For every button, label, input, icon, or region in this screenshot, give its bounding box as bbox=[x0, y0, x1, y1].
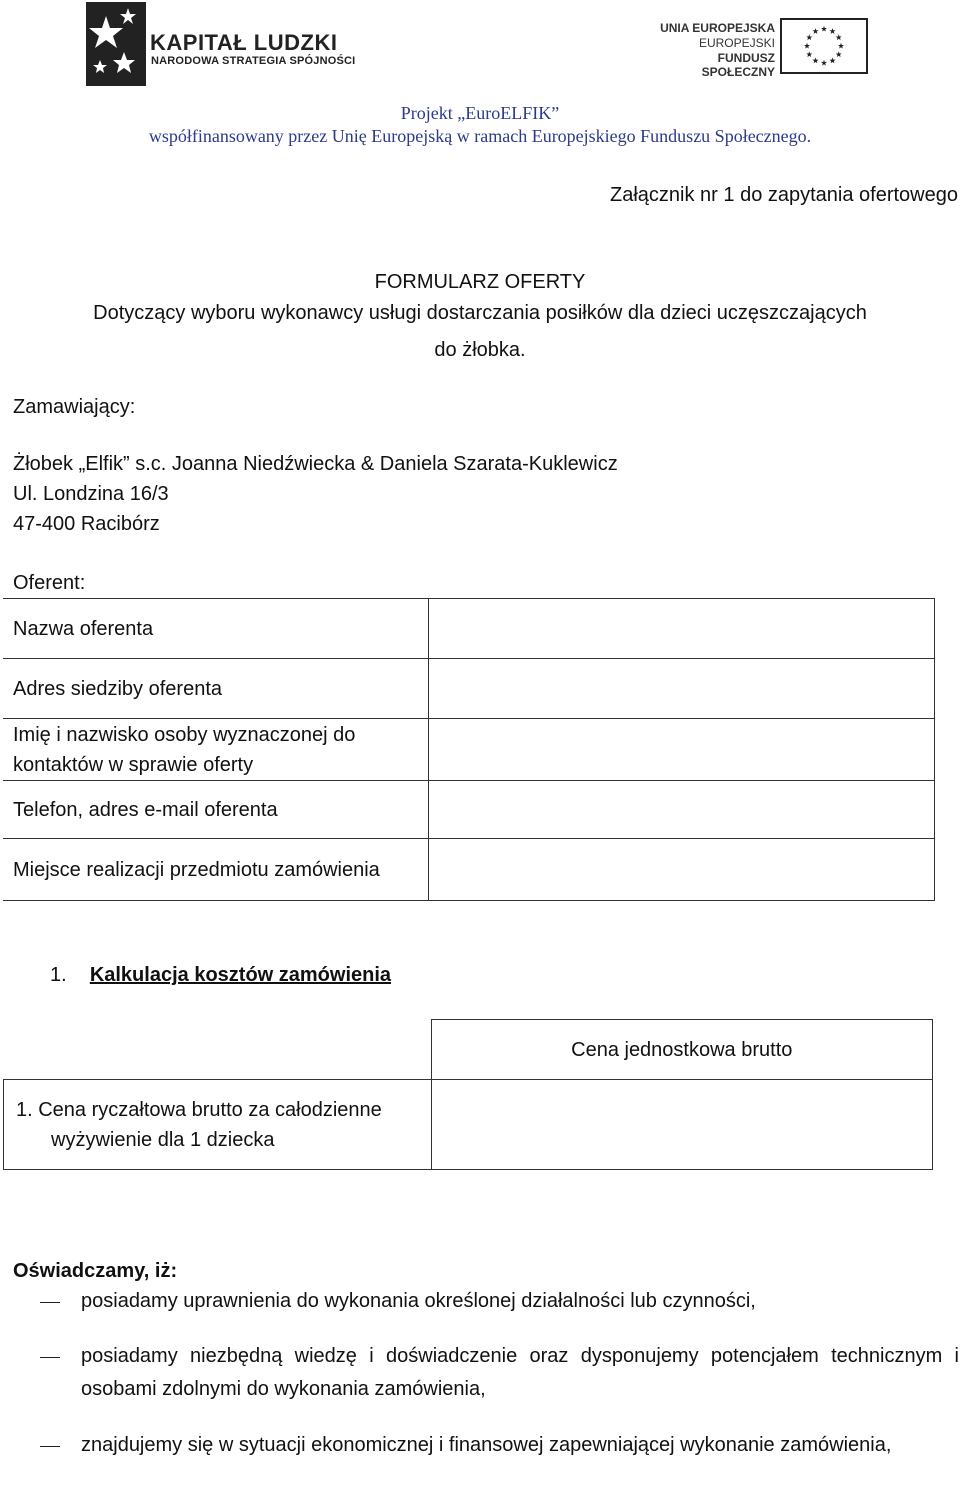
declaration-item: znajdujemy się w sytuacji ekonomicznej i finansowej zapewniającej wykonanie zamówienia, bbox=[81, 1434, 892, 1456]
eu-line2: EUROPEJSKI bbox=[698, 36, 775, 50]
declaration-item: posiadamy uprawnienia do wykonania określonej działalności lub czynności, bbox=[81, 1290, 756, 1312]
bidder-place-field[interactable] bbox=[429, 839, 935, 901]
table-row bbox=[3, 839, 935, 901]
bidder-phone-email-label: Telefon, adres e-mail oferenta bbox=[3, 781, 429, 839]
bidder-address-label: Adres siedziby oferenta bbox=[3, 659, 429, 719]
table-row bbox=[4, 1080, 933, 1170]
bidder-table bbox=[3, 598, 935, 901]
logo-title: KAPITAŁ LUDZKI bbox=[150, 30, 338, 55]
eu-line3: FUNDUSZ SPOŁECZNY bbox=[701, 51, 775, 79]
bidder-name-label: Nazwa oferenta bbox=[3, 599, 429, 659]
table-row bbox=[3, 599, 935, 659]
flat-rate-label-text: 1. Cena ryczałtowa brutto za całodzienne wyżywienie dla 1 dziecka bbox=[16, 1098, 382, 1151]
dash-icon bbox=[40, 1357, 60, 1358]
ordering-party-street: Ul. Londzina 16/3 bbox=[13, 483, 169, 505]
declaration-heading: Oświadczamy, iż: bbox=[13, 1260, 178, 1282]
cost-heading-text: Kalkulacja kosztów zamówienia bbox=[89, 964, 392, 986]
cost-table bbox=[3, 1019, 933, 1170]
dash-icon bbox=[40, 1302, 60, 1303]
logo-subtitle: NARODOWA STRATEGIA SPÓJNOŚCI bbox=[151, 55, 356, 67]
kapital-ludzki-emblem-icon bbox=[86, 2, 150, 88]
ordering-party-label: Zamawiający: bbox=[13, 396, 136, 418]
ordering-party-city: 47-400 Racibórz bbox=[13, 513, 160, 535]
eu-line1: UNIA EUROPEJSKA bbox=[660, 21, 775, 35]
project-name: Projekt „EuroELFIK” bbox=[400, 103, 560, 123]
flat-rate-label bbox=[4, 1080, 432, 1170]
cost-table-empty-cell bbox=[4, 1020, 432, 1080]
form-title: FORMULARZ OFERTY bbox=[374, 271, 586, 293]
form-subtitle-line1: Dotyczący wyboru wykonawcy usługi dostarczania posiłków dla dzieci uczęszczających bbox=[93, 302, 867, 324]
table-row bbox=[4, 1020, 933, 1080]
ordering-party-name: Żłobek „Elfik” s.c. Joanna Niedźwiecka & Daniela Szarata-Kuklewicz bbox=[13, 453, 618, 475]
form-subtitle-line2: do żłobka. bbox=[434, 339, 526, 361]
bidder-address-field[interactable] bbox=[429, 659, 935, 719]
bidder-contact-field[interactable] bbox=[429, 719, 935, 781]
unit-price-header: Cena jednostkowa brutto bbox=[431, 1020, 933, 1080]
bidder-label: Oferent: bbox=[13, 572, 86, 594]
annex-label: Załącznik nr 1 do zapytania ofertowego bbox=[610, 184, 958, 206]
bidder-contact-label: Imię i nazwisko osoby wyznaczonej do kontaktów w sprawie oferty bbox=[3, 719, 429, 781]
cost-heading-number: 1. bbox=[50, 964, 67, 986]
project-cofinancing: współfinansowany przez Unię Europejską w ramach Europejskiego Funduszu Społecznego. bbox=[148, 126, 812, 146]
bidder-phone-email-field[interactable] bbox=[429, 781, 935, 839]
bidder-name-field[interactable] bbox=[429, 599, 935, 659]
declaration-item: posiadamy niezbędną wiedzę i doświadczenie oraz dysponujemy potencjałem technicznym i osobami zdolnymi do wykonania zamówienia, bbox=[81, 1345, 959, 1400]
eu-flag-icon bbox=[780, 18, 870, 74]
table-row bbox=[3, 781, 935, 839]
cost-heading bbox=[50, 960, 391, 990]
flat-rate-price-field[interactable] bbox=[431, 1080, 933, 1170]
dash-icon bbox=[40, 1446, 60, 1447]
table-row bbox=[3, 659, 935, 719]
bidder-place-label: Miejsce realizacji przedmiotu zamówienia bbox=[3, 839, 429, 901]
table-row bbox=[3, 719, 935, 781]
